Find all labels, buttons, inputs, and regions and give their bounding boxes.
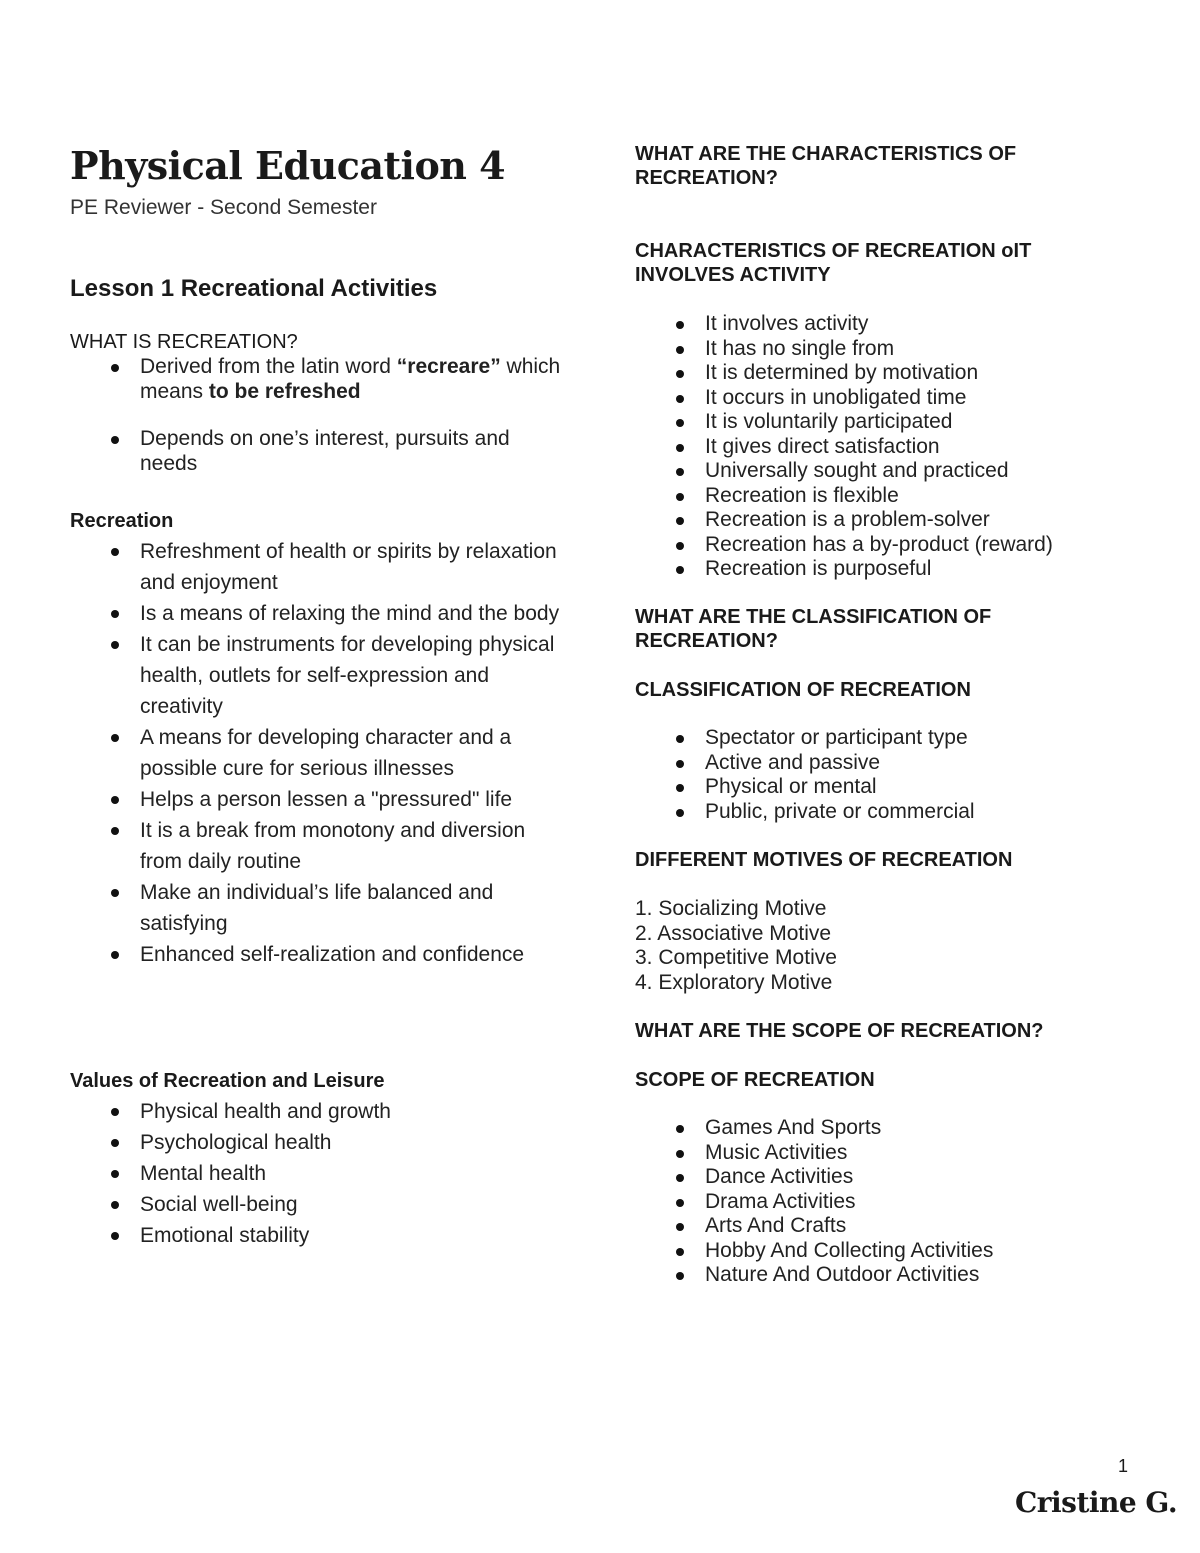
- list-item: Universally sought and practiced: [635, 459, 1155, 484]
- list-item: Hobby And Collecting Activities: [635, 1239, 1155, 1264]
- list-item: Helps a person lessen a "pressured" life: [70, 784, 570, 815]
- list-item: It occurs in unobligated time: [635, 386, 1155, 411]
- classification-list: [635, 726, 1155, 824]
- list-item: It has no single from: [635, 337, 1155, 362]
- scope-question: WHAT ARE THE SCOPE OF RECREATION?: [635, 1020, 1044, 1042]
- list-item: 4. Exploratory Motive: [635, 970, 833, 994]
- document-title: Physical Education 4: [70, 143, 506, 188]
- characteristics-question: WHAT ARE THE CHARACTERISTICS OF RECREATION?: [635, 143, 1017, 189]
- values-list: [70, 1096, 570, 1251]
- list-item: Physical or mental: [635, 775, 1155, 800]
- scope-list: [635, 1116, 1155, 1288]
- list-item: Make an individual’s life balanced and satisfying: [70, 877, 570, 939]
- list-item: Music Activities: [635, 1141, 1155, 1166]
- recreation-list: [70, 536, 570, 970]
- list-item: Recreation is a problem-solver: [635, 508, 1155, 533]
- list-item: Depends on one’s interest, pursuits and needs: [70, 427, 570, 476]
- list-item: Enhanced self-realization and confidence: [70, 939, 570, 970]
- list-item: Public, private or commercial: [635, 800, 1155, 825]
- list-item: Mental health: [70, 1158, 570, 1189]
- motives-list: [635, 897, 837, 995]
- list-item: 3. Competitive Motive: [635, 946, 837, 969]
- characteristics-list: [635, 312, 1155, 582]
- list-item: Is a means of relaxing the mind and the body: [70, 598, 570, 629]
- values-heading: Values of Recreation and Leisure: [70, 1070, 385, 1092]
- list-item: Recreation is purposeful: [635, 557, 1155, 582]
- motives-heading: DIFFERENT MOTIVES OF RECREATION: [635, 849, 1013, 871]
- characteristics-heading: CHARACTERISTICS OF RECREATION oIT INVOLVES ACTIVITY: [635, 240, 1032, 286]
- list-item: It is voluntarily participated: [635, 410, 1155, 435]
- recreation-heading: Recreation: [70, 510, 174, 532]
- classification-heading: CLASSIFICATION OF RECREATION: [635, 679, 971, 701]
- list-item: It is determined by motivation: [635, 361, 1155, 386]
- list-item: Drama Activities: [635, 1190, 1155, 1215]
- list-item: Derived from the latin word “recreare” which means to be refreshed: [70, 355, 570, 404]
- list-item: It gives direct satisfaction: [635, 435, 1155, 460]
- list-item: Active and passive: [635, 751, 1155, 776]
- list-item: Physical health and growth: [70, 1096, 570, 1127]
- lesson-heading: Lesson 1 Recreational Activities: [70, 275, 438, 302]
- list-item: Dance Activities: [635, 1165, 1155, 1190]
- list-item: It involves activity: [635, 312, 1155, 337]
- document-subtitle: PE Reviewer - Second Semester: [70, 196, 377, 219]
- list-item: Psychological health: [70, 1127, 570, 1158]
- list-item: A means for developing character and a possible cure for serious illnesses: [70, 722, 570, 784]
- list-item: It can be instruments for developing physical health, outlets for self-expression and creativity: [70, 629, 570, 722]
- list-item: Arts And Crafts: [635, 1214, 1155, 1239]
- author-signature: Cristine G.: [1015, 1486, 1178, 1519]
- list-item: Refreshment of health or spirits by relaxation and enjoyment: [70, 536, 570, 598]
- page-number: 1: [1118, 1456, 1129, 1476]
- list-item: 1. Socializing Motive: [635, 897, 827, 920]
- list-item: Recreation is flexible: [635, 484, 1155, 509]
- list-item: Social well-being: [70, 1189, 570, 1220]
- list-item: Recreation has a by-product (reward): [635, 533, 1155, 558]
- scope-heading: SCOPE OF RECREATION: [635, 1069, 875, 1091]
- list-item: Games And Sports: [635, 1116, 1155, 1141]
- list-item: It is a break from monotony and diversion from daily routine: [70, 815, 570, 877]
- what-is-recreation-heading: WHAT IS RECREATION?: [70, 331, 298, 353]
- list-item: Emotional stability: [70, 1220, 570, 1251]
- what-is-recreation-list: [70, 355, 570, 476]
- list-item: Spectator or participant type: [635, 726, 1155, 751]
- list-item: 2. Associative Motive: [635, 921, 832, 945]
- list-item: Nature And Outdoor Activities: [635, 1263, 1155, 1288]
- classification-question: WHAT ARE THE CLASSIFICATION OF RECREATION?: [635, 606, 992, 652]
